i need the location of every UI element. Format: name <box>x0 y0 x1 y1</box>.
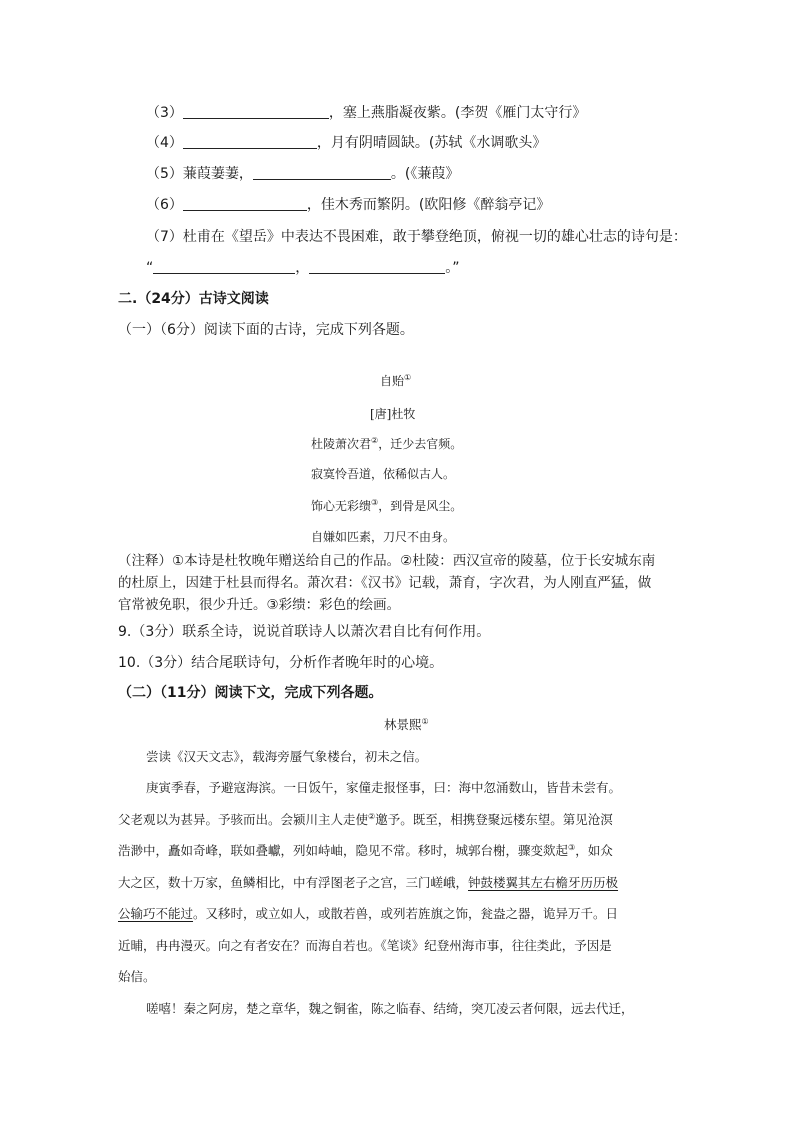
footnote-mark: ① <box>421 716 429 726</box>
part2-instruction: （二）（11分）阅读下文，完成下列各题。 <box>118 685 383 701</box>
section-heading: 二.（24分）古诗文阅读 <box>118 291 269 307</box>
poem-line <box>311 434 462 454</box>
question-7 <box>146 227 687 247</box>
answer-blank[interactable] <box>183 134 317 149</box>
question-text: ，塞上燕脂凝夜紫。(李贺《雁门太守行》 <box>328 105 587 121</box>
underlined-sentence: 钟鼓楼翼其左右檐牙历历极 <box>468 875 619 890</box>
open-quote: “ <box>146 260 154 276</box>
question-number: （5） <box>146 166 183 182</box>
question-number: （3） <box>146 105 183 121</box>
poem-author: [唐]杜牧 <box>370 407 416 421</box>
question-text: 杜甫在《望岳》中表达不畏困难，敢于攀登绝顶，俯视一切的雄心壮志的诗句是： <box>182 229 687 245</box>
question-7-answer <box>146 258 460 278</box>
passage-line <box>118 904 618 924</box>
passage-line: 嗟嘻！秦之阿房，楚之章华，魏之铜雀，陈之临春、结绮，突兀凌云者何限，远去代迁， <box>146 1001 634 1016</box>
passage-text: 浩渺中，矗如奇峰，联如叠巘，列如峙岫，隐见不常。移时，城郭台榭，骤变欻起 <box>118 843 569 858</box>
question-text: 。(《蒹葭》 <box>390 166 460 182</box>
note-line: （注释）①本诗是杜牧晚年赠送给自己的作品。②杜陵：西汉宣帝的陵墓，位于长安城东南 <box>118 553 656 569</box>
passage-line <box>118 810 613 830</box>
poem-line <box>311 496 462 516</box>
answer-blank[interactable] <box>309 259 445 274</box>
footnote-mark: ① <box>404 373 412 382</box>
passage-line <box>118 841 613 861</box>
question-10: 10.（3分）结合尾联诗句，分析作者晚年时的心境。 <box>118 655 444 671</box>
footnote-mark: ③ <box>371 498 379 507</box>
footnote-mark: ② <box>371 436 379 445</box>
poem-line-text: 饰心无彩缋 <box>311 499 372 513</box>
close-quote: 。” <box>445 260 460 276</box>
question-text: 蒹葭萋萋， <box>182 166 253 182</box>
comma: ， <box>295 260 310 276</box>
author-name: 林景熙 <box>384 717 422 732</box>
passage-author <box>384 715 429 735</box>
passage-line: 尝读《汉天文志》，载海旁蜃气象楼台，初未之信。 <box>146 749 428 764</box>
footnote-mark: ② <box>368 811 376 821</box>
footnote-mark: ③ <box>568 842 576 852</box>
question-3 <box>146 103 586 123</box>
poem-title <box>380 371 411 391</box>
answer-blank[interactable] <box>183 196 307 211</box>
passage-text: ，如众 <box>575 843 613 858</box>
question-text: ，月有阴晴圆缺。(苏轼《水调歌头》 <box>316 135 547 151</box>
question-6 <box>146 195 550 215</box>
question-4 <box>146 133 546 153</box>
poem-title-text: 自贻 <box>380 374 405 388</box>
underlined-sentence: 公输巧不能过 <box>118 906 194 921</box>
poem-line: 寂寞怜吾道，依稀似古人。 <box>311 467 456 481</box>
question-number: （4） <box>146 135 183 151</box>
answer-blank[interactable] <box>183 104 329 119</box>
passage-line: 近晡，冉冉漫灭。向之有者安在？而海自若也。《笔谈》纪登州海市事，往往类此，予因是 <box>118 938 612 953</box>
passage-line: 始信。 <box>118 969 156 984</box>
question-5 <box>146 164 459 184</box>
poem-line: 自嫌如匹素，刀尺不由身。 <box>311 530 456 544</box>
question-9: 9.（3分）联系全诗，说说首联诗人以萧次君自比有何作用。 <box>118 624 491 640</box>
poem-line-text: ，到骨是风尘。 <box>378 499 463 513</box>
question-number: （7） <box>146 229 183 245</box>
answer-blank[interactable] <box>253 165 391 180</box>
passage-text: 大之区，数十万家，鱼鳞相比，中有浮图老子之宫，三门嵯峨， <box>118 875 469 890</box>
answer-blank[interactable] <box>153 259 295 274</box>
note-line: 的杜原上，因建于杜县而得名。萧次君：《汉书》记载，萧育，字次君，为人刚直严猛，做 <box>118 575 652 591</box>
passage-text: 父老观以为甚异。予骇而出。会颍川主人走使 <box>118 812 369 827</box>
question-text: ，佳木秀而繁阴。(欧阳修《醉翁亭记》 <box>306 197 551 213</box>
passage-text: 。又移时，或立如人，或散若兽，或列若旌旗之饰，瓮盎之器，诡异万千。日 <box>193 906 619 921</box>
passage-line: 庚寅季春，予避寇海滨。一日饭午，家僮走报怪事，曰：海中忽涌数山，皆昔未尝有。 <box>146 780 622 795</box>
poem-line-text: 杜陵萧次君 <box>311 437 372 451</box>
passage-line <box>118 873 618 893</box>
part1-instruction: （一）（6分）阅读下面的古诗，完成下列各题。 <box>118 322 414 338</box>
passage-text: 邀予。既至，相携登聚远楼东望。第见沧溟 <box>375 812 613 827</box>
poem-line-text: ，迁少去官频。 <box>378 437 463 451</box>
note-line: 官常被免职，很少升迁。③彩缋：彩色的绘画。 <box>118 597 401 613</box>
question-number: （6） <box>146 197 183 213</box>
